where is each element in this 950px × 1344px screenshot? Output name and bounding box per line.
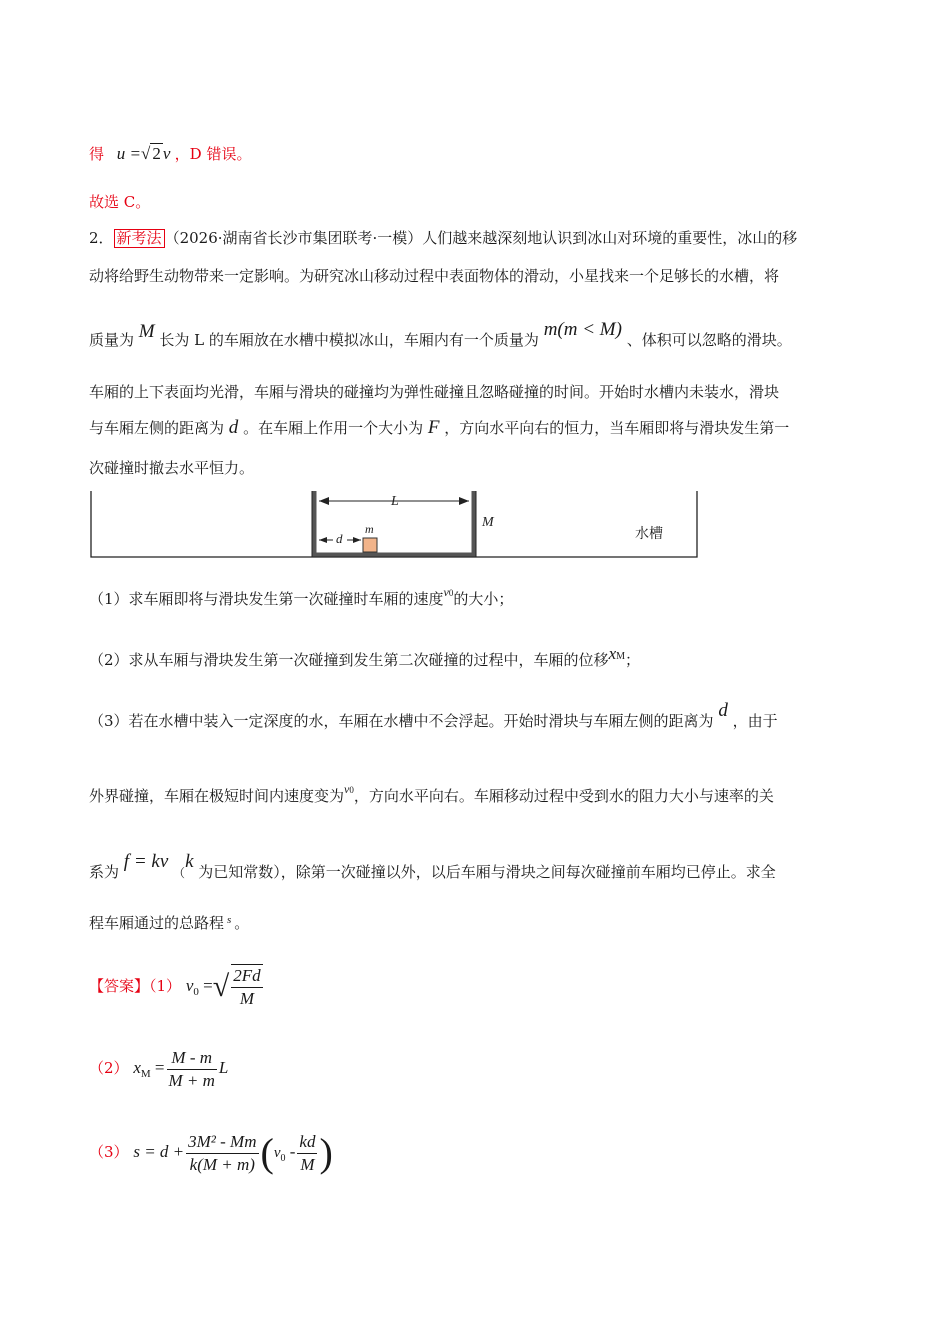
problem-line-4: 车厢的上下表面均光滑，车厢与滑块的碰撞均为弹性碰撞且忽略碰撞的时间。开始时水槽内未装水，滑块: [89, 383, 780, 401]
problem-line-1: [89, 228, 797, 248]
problem-line-5: [89, 418, 789, 438]
text-slider: 、体积可以忽略的滑块。: [626, 331, 792, 349]
q2-sym: x: [608, 644, 617, 663]
q3-paren: （: [173, 866, 186, 880]
formula-lhs: u =: [116, 144, 142, 163]
label-M: M: [482, 515, 494, 530]
distance-arrow-right-head: [353, 537, 361, 543]
length-arrow-right-head: [459, 497, 469, 505]
q3-text-1: （3）若在水槽中装入一定深度的水，车厢在水槽中不会浮起。开始时滑块与车厢左侧的距离为: [89, 712, 714, 730]
symbol-F: F: [427, 417, 440, 438]
text-distance: 与车厢左侧的距离为: [89, 419, 225, 437]
tank-diagram: [85, 485, 705, 565]
q3-text-2: ，由于: [732, 712, 778, 730]
a1-eq: =: [203, 976, 213, 995]
q1-sub: 0: [448, 588, 454, 598]
question-3-line-4: [89, 913, 249, 935]
label-m: m: [365, 522, 374, 536]
q2-text: （2）求从车厢与滑块发生第一次碰撞到发生第二次碰撞的过程中，车厢的位移: [89, 651, 609, 669]
q3-text-6: 为已知常数），除第一次碰撞以外，以后车厢与滑块之间每次碰撞前车厢均已停止。求全: [198, 863, 776, 881]
a2-lhs: x: [133, 1058, 141, 1077]
a1-den: M: [239, 989, 254, 1009]
formula-v: v: [162, 144, 171, 163]
result-prefix: 得: [89, 145, 105, 163]
a2-prefix: （2）: [89, 1059, 129, 1077]
q3-v: v: [344, 782, 350, 796]
q3-text-8: 。: [234, 914, 250, 932]
a2-sub: M: [140, 1068, 151, 1080]
a2-tail: L: [218, 1058, 229, 1077]
label-d: d: [336, 531, 343, 546]
a3-minus: -: [289, 1142, 296, 1161]
a3-vsub: 0: [280, 1153, 286, 1164]
a2-formula: [133, 1047, 229, 1090]
q2-symbol: [609, 644, 625, 663]
a1-fraction: [231, 964, 262, 1010]
result-line: [89, 143, 251, 164]
question-2: [89, 644, 641, 673]
problem-text-1: （2026·湖南省长沙市集团联考·一模）人们越来越深刻地认识到冰山对环境的重要性，冰山的移: [164, 229, 798, 247]
q3-symbol-d: d: [718, 700, 728, 721]
formula-root: 2: [152, 144, 161, 163]
q3-text-4: ，方向水平向右。车厢移动过程中受到水的阻力大小与速率的关: [353, 787, 774, 805]
a2-eq: =: [154, 1058, 165, 1077]
a3-v: v: [273, 1145, 281, 1161]
q3-symbol-s: s: [227, 914, 232, 926]
question-3-line-2: [89, 782, 774, 808]
text-direction: ，方向水平向右的恒力，当车厢即将与滑块发生第一: [444, 419, 790, 437]
a1-num: 2Fd: [231, 965, 262, 988]
result-tail: ，D 错误。: [174, 145, 252, 163]
symbol-M: M: [138, 321, 155, 342]
a1-lhs: v: [185, 976, 194, 995]
a1-formula: $v_0$ =√ $\frac{2Fd}{M}$: [185, 966, 261, 1009]
a2-num: M - m: [167, 1047, 217, 1070]
a3-den2: M: [300, 1154, 315, 1174]
q2-sub: M: [616, 651, 626, 662]
text-mass-of: 质量为: [89, 331, 135, 349]
a3-num2: kd: [297, 1131, 317, 1154]
problem-line-3: [89, 319, 792, 350]
a3-formula: s = d + $\frac{\text{3M² - Mm}}{k(M + m)}$ ($v_0$ - $\frac{kd}{M}$ ): [133, 1130, 333, 1176]
q2-tail: ；: [625, 651, 641, 669]
q1-symbol: [444, 585, 454, 599]
q3-text-7: 程车厢通过的总路程: [89, 914, 225, 932]
a2-fraction: [167, 1047, 217, 1092]
answer-label: 【答案】: [89, 977, 150, 995]
a3-velocity: [273, 1145, 286, 1164]
conclusion: 故选 C。: [89, 193, 151, 211]
answer-2: [89, 1044, 228, 1098]
q3-velocity: [344, 782, 354, 796]
problem-line-2: 动将给野生动物带来一定影响。为研究冰山移动过程中表面物体的滑动，小星找来一个足够长的水槽，将: [89, 267, 780, 285]
question-3-line-1: [89, 700, 778, 731]
text-car-description: 长为 L 的车厢放在水槽中模拟冰山，车厢内有一个质量为: [159, 331, 539, 349]
q3-text-3: 外界碰撞，车厢在极短时间内速度变为: [89, 787, 345, 805]
question-1: [89, 585, 514, 611]
result-formula: u =√ 2 v: [116, 144, 171, 163]
a1-sub: 0: [193, 986, 199, 998]
answer-1: [89, 962, 265, 1016]
text-force: 。在车厢上作用一个大小为: [243, 419, 424, 437]
symbol-m-expr: m(m < M): [543, 319, 622, 340]
a1-prefix: （1）: [149, 977, 182, 995]
q1-tail: 的大小；: [453, 590, 514, 608]
answer-3: [89, 1128, 333, 1183]
q1-text: （1）求车厢即将与滑块发生第一次碰撞时车厢的速度: [89, 590, 444, 608]
q3-vsub: 0: [349, 785, 354, 795]
a3-prefix: （3）: [89, 1143, 129, 1161]
a2-den: M + m: [168, 1070, 215, 1090]
a3-fraction-2: [297, 1131, 317, 1176]
a3-den: k(M + m): [189, 1154, 255, 1174]
q3-formula-f: f = kv: [123, 851, 169, 872]
symbol-d: d: [228, 417, 239, 438]
problem-line-6: 次碰撞时撤去水平恒力。: [89, 459, 255, 477]
label-L: L: [391, 494, 399, 509]
a3-lhs: s = d +: [133, 1142, 185, 1161]
length-arrow-left-head: [319, 497, 329, 505]
slider-block: [363, 538, 377, 552]
question-3-line-3: [89, 851, 776, 883]
q3-symbol-k: k: [185, 851, 194, 872]
q1-sym: v: [443, 585, 449, 599]
label-tank: 水槽: [635, 526, 663, 542]
distance-arrow-left-head: [319, 537, 327, 543]
a3-fraction-1: [186, 1131, 258, 1176]
new-method-tag: 新考法: [114, 229, 165, 248]
q3-text-5: 系为: [89, 863, 120, 881]
a3-num: 3M² - Mm: [186, 1131, 258, 1154]
problem-number: 2．: [89, 229, 114, 247]
